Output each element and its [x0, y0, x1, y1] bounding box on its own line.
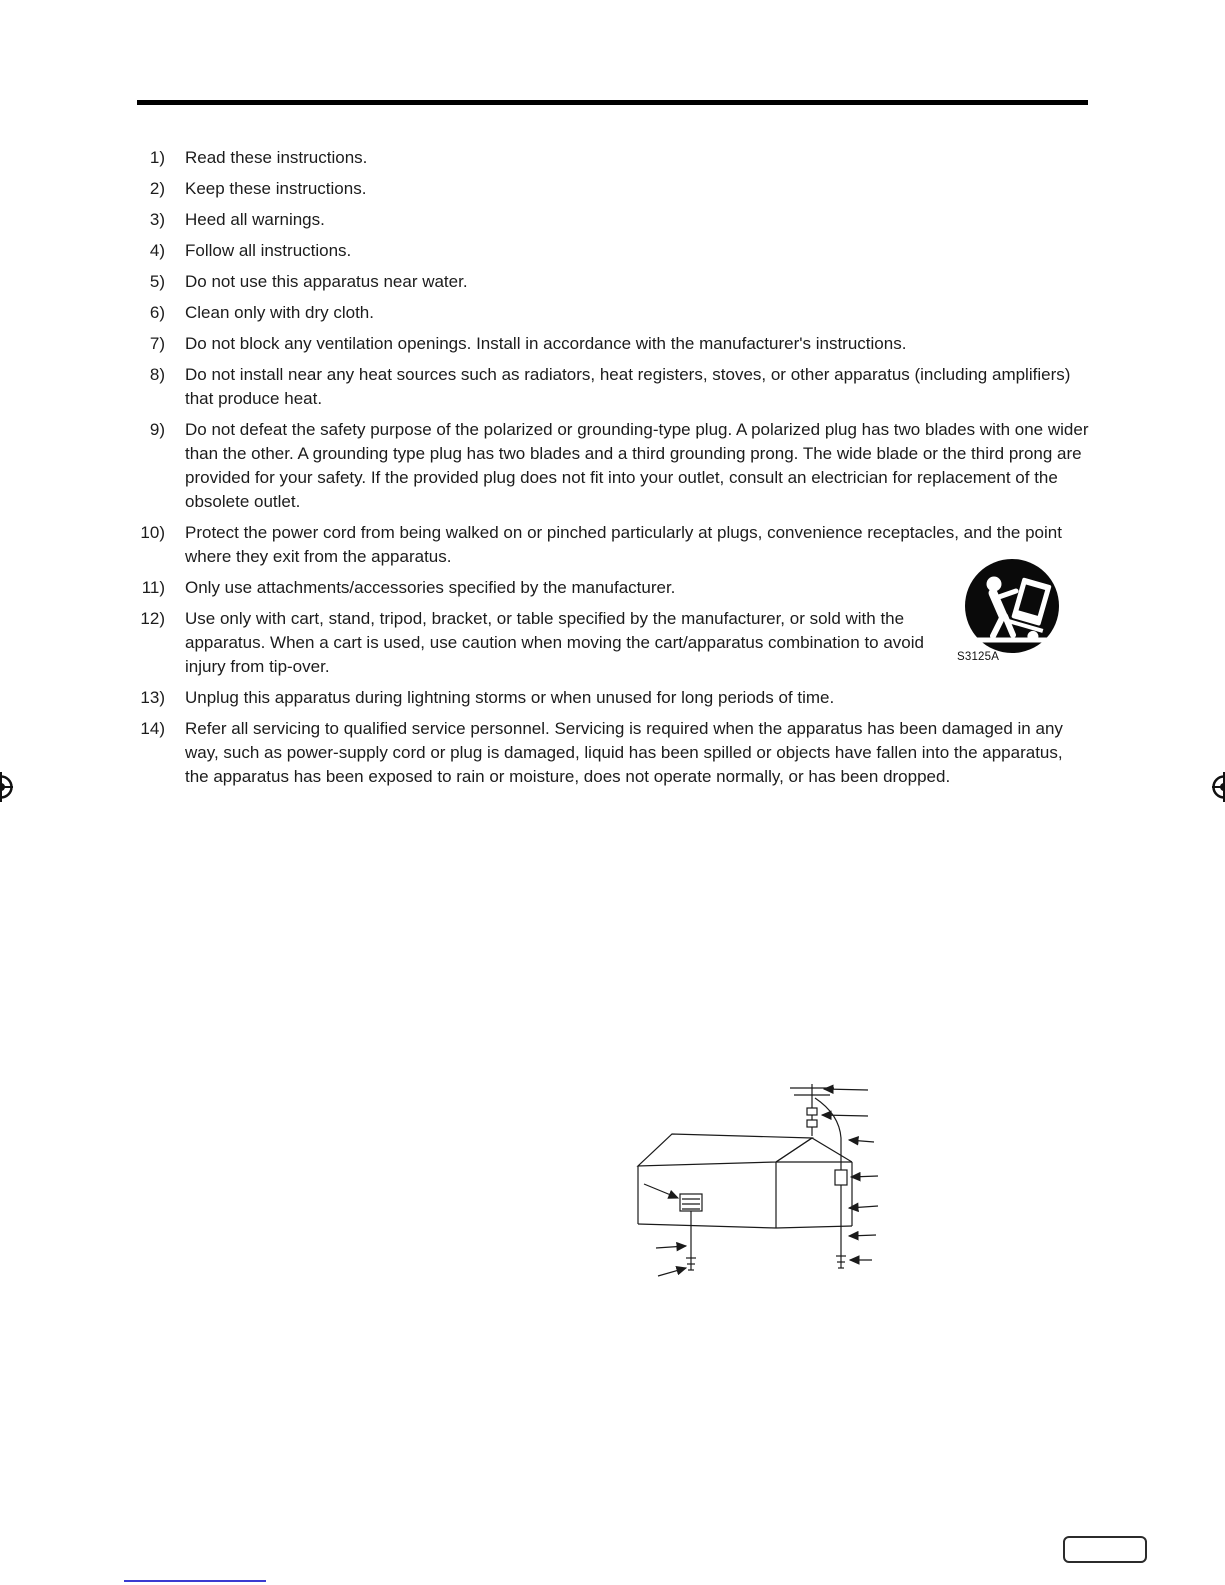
instruction-number: 11)	[141, 578, 165, 597]
instruction-text: Follow all instructions.	[185, 241, 352, 260]
instruction-item	[131, 177, 1090, 201]
cart-tipover-warning-svg	[960, 558, 1064, 658]
instruction-text: Do not block any ventilation openings. Install in accordance with the manufacturer's instructions.	[185, 334, 907, 353]
instruction-item	[131, 576, 1090, 600]
instruction-item	[131, 418, 1090, 514]
instruction-number: 14)	[140, 719, 165, 738]
instruction-text: Protect the power cord from being walked on or pinched particularly at plugs, convenience receptacles, and the point where they exit from the apparatus.	[185, 523, 1062, 566]
instruction-number: 5)	[149, 272, 165, 291]
instruction-number: 7)	[149, 334, 165, 353]
instruction-text: Clean only with dry cloth.	[185, 303, 374, 322]
registration-mark-left-icon	[0, 770, 14, 809]
instruction-text: Heed all warnings.	[185, 210, 325, 229]
instruction-number: 13)	[140, 688, 165, 707]
instruction-text: Only use attachments/accessories specified by the manufacturer.	[185, 578, 676, 597]
instruction-number: 9)	[149, 420, 165, 439]
cart-warning-code: S3125A	[957, 651, 1000, 663]
instruction-number: 1)	[149, 148, 165, 167]
instruction-item	[131, 239, 1090, 263]
footer-rule	[124, 1580, 266, 1582]
antenna-grounding-diagram-svg	[628, 1078, 890, 1290]
instruction-number: 8)	[149, 365, 165, 384]
instruction-item	[131, 363, 1090, 411]
instruction-number: 6)	[149, 303, 165, 322]
antenna-grounding-diagram	[628, 1078, 890, 1290]
instruction-text: Read these instructions.	[185, 148, 368, 167]
instruction-number: 4)	[149, 241, 165, 260]
instruction-text: Use only with cart, stand, tripod, bracket, or table specified by the manufacturer, or sold with the apparatus. When a cart is used, use caution when moving the cart/apparatus combination to avoid injury from tip-over.	[185, 609, 924, 676]
instruction-item	[131, 607, 1090, 679]
instruction-text: Unplug this apparatus during lightning storms or when unused for long periods of time.	[185, 688, 835, 707]
instruction-number: 3)	[149, 210, 165, 229]
instruction-item	[131, 270, 1090, 294]
instruction-list	[131, 146, 1090, 796]
instruction-text: Refer all servicing to qualified service personnel. Servicing is required when the apparatus has been damaged in any way, such as power-supply cord or plug is damaged, liquid has been spilled or objects have fallen into the apparatus, the apparatus has been exposed to rain or moisture, does not operate normally, or has been dropped.	[185, 719, 1063, 786]
instruction-text: Do not defeat the safety purpose of the polarized or grounding-type plug. A polarized plug has two blades with one wider than the other. A grounding type plug has two blades and a third grounding prong. The wide blade or the third prong are provided for your safety. If the provided plug does not fit into your outlet, consult an electrician for replacement of the obsolete outlet.	[185, 420, 1089, 511]
instruction-item	[131, 717, 1090, 789]
top-rule	[137, 100, 1088, 105]
instruction-text: Do not use this apparatus near water.	[185, 272, 468, 291]
instruction-item	[131, 146, 1090, 170]
instruction-item	[131, 521, 1090, 569]
instruction-item	[131, 208, 1090, 232]
instruction-item	[131, 301, 1090, 325]
instruction-number: 10)	[140, 523, 165, 542]
instruction-text: Keep these instructions.	[185, 179, 367, 198]
cart-tipover-warning-icon	[960, 558, 1072, 658]
registration-mark-right-icon	[1211, 770, 1225, 809]
instruction-number: 2)	[149, 179, 165, 198]
page-number-box	[1063, 1536, 1147, 1563]
instruction-item	[131, 332, 1090, 356]
instruction-number: 12)	[140, 609, 165, 628]
instruction-item	[131, 686, 1090, 710]
instruction-text: Do not install near any heat sources such as radiators, heat registers, stoves, or other apparatus (including amplifiers) that produce heat.	[185, 365, 1071, 408]
